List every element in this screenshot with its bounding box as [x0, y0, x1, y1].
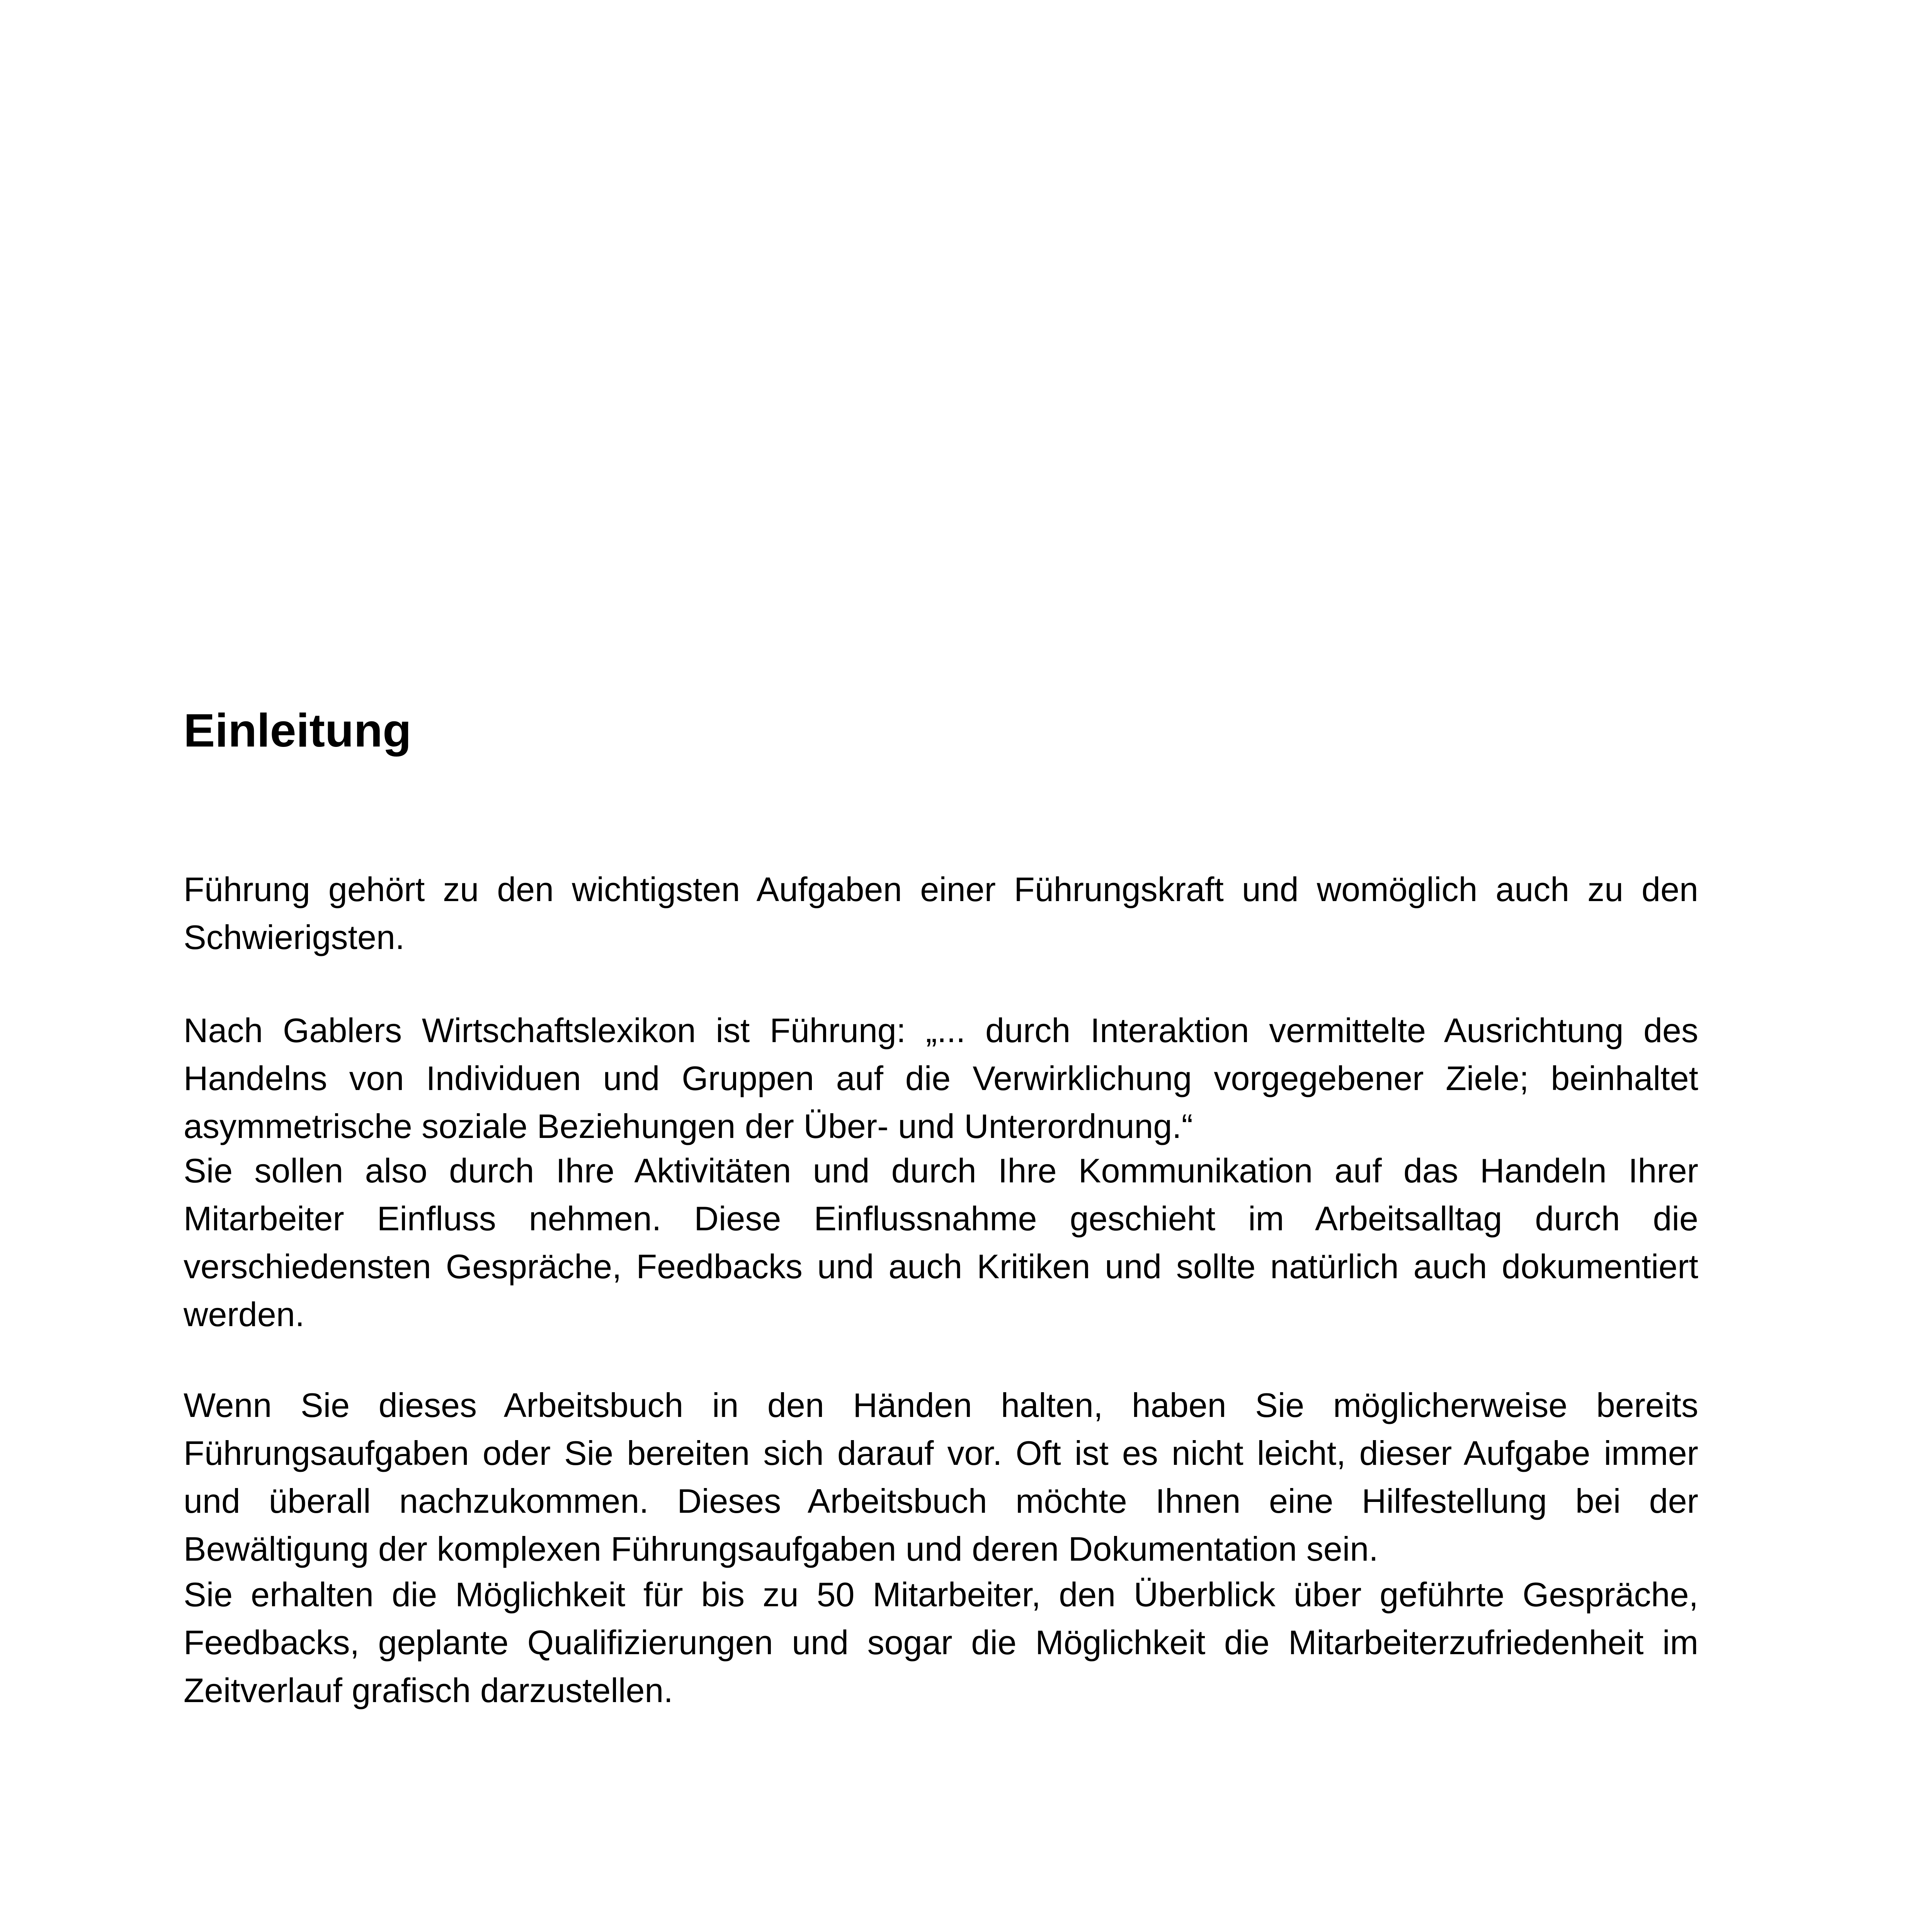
paragraph-influence [184, 1147, 1698, 1338]
paragraph-line: Schwierigsten. [184, 918, 405, 956]
paragraph-line: Bewältigung der komplexen Führungsaufgaben und deren Dokumentation sein. [184, 1530, 1378, 1568]
paragraph-line: Wenn Sie dieses Arbeitsbuch in den Händen halten, haben Sie möglicherweise bereits [184, 1386, 1698, 1424]
paragraph-line: Führungsaufgaben oder Sie bereiten sich darauf vor. Oft ist es nicht leicht, dieser Aufgabe immer [184, 1434, 1698, 1472]
paragraph-line: Sie sollen also durch Ihre Aktivitäten und durch Ihre Kommunikation auf das Handeln Ihrer [184, 1151, 1698, 1190]
paragraph-line: und überall nachzukommen. Dieses Arbeitsbuch möchte Ihnen eine Hilfestellung bei der [184, 1482, 1698, 1520]
paragraph-line: Führung gehört zu den wichtigsten Aufgaben einer Führungskraft und womöglich auch zu den [184, 870, 1698, 908]
paragraph-line: werden. [184, 1295, 305, 1333]
paragraph-line: Mitarbeiter Einfluss nehmen. Diese Einflussnahme geschieht im Arbeitsalltag durch die [184, 1199, 1698, 1238]
paragraph-line: asymmetrische soziale Beziehungen der Über- und Unterordnung.“ [184, 1107, 1193, 1145]
paragraph-line: verschiedensten Gespräche, Feedbacks und auch Kritiken und sollte natürlich auch dokumentiert [184, 1247, 1698, 1286]
paragraph-line: Handelns von Individuen und Gruppen auf die Verwirklichung vorgegebener Ziele; beinhaltet [184, 1059, 1698, 1097]
paragraph-line: Feedbacks, geplante Qualifizierungen und sogar die Möglichkeit die Mitarbeiterzufriedenheit im [184, 1623, 1698, 1662]
paragraph-overview [184, 1571, 1698, 1714]
paragraph-workbook [184, 1381, 1698, 1573]
paragraph-definition [184, 1007, 1698, 1150]
paragraph-intro [184, 866, 1698, 961]
paragraph-line: Zeitverlauf grafisch darzustellen. [184, 1671, 673, 1709]
paragraph-line: Nach Gablers Wirtschaftslexikon ist Führung: „... durch Interaktion vermittelte Ausrichtung des [184, 1011, 1698, 1049]
page-heading: Einleitung [184, 704, 412, 757]
paragraph-line: Sie erhalten die Möglichkeit für bis zu 50 Mitarbeiter, den Überblick über geführte Gespräche, [184, 1575, 1698, 1614]
